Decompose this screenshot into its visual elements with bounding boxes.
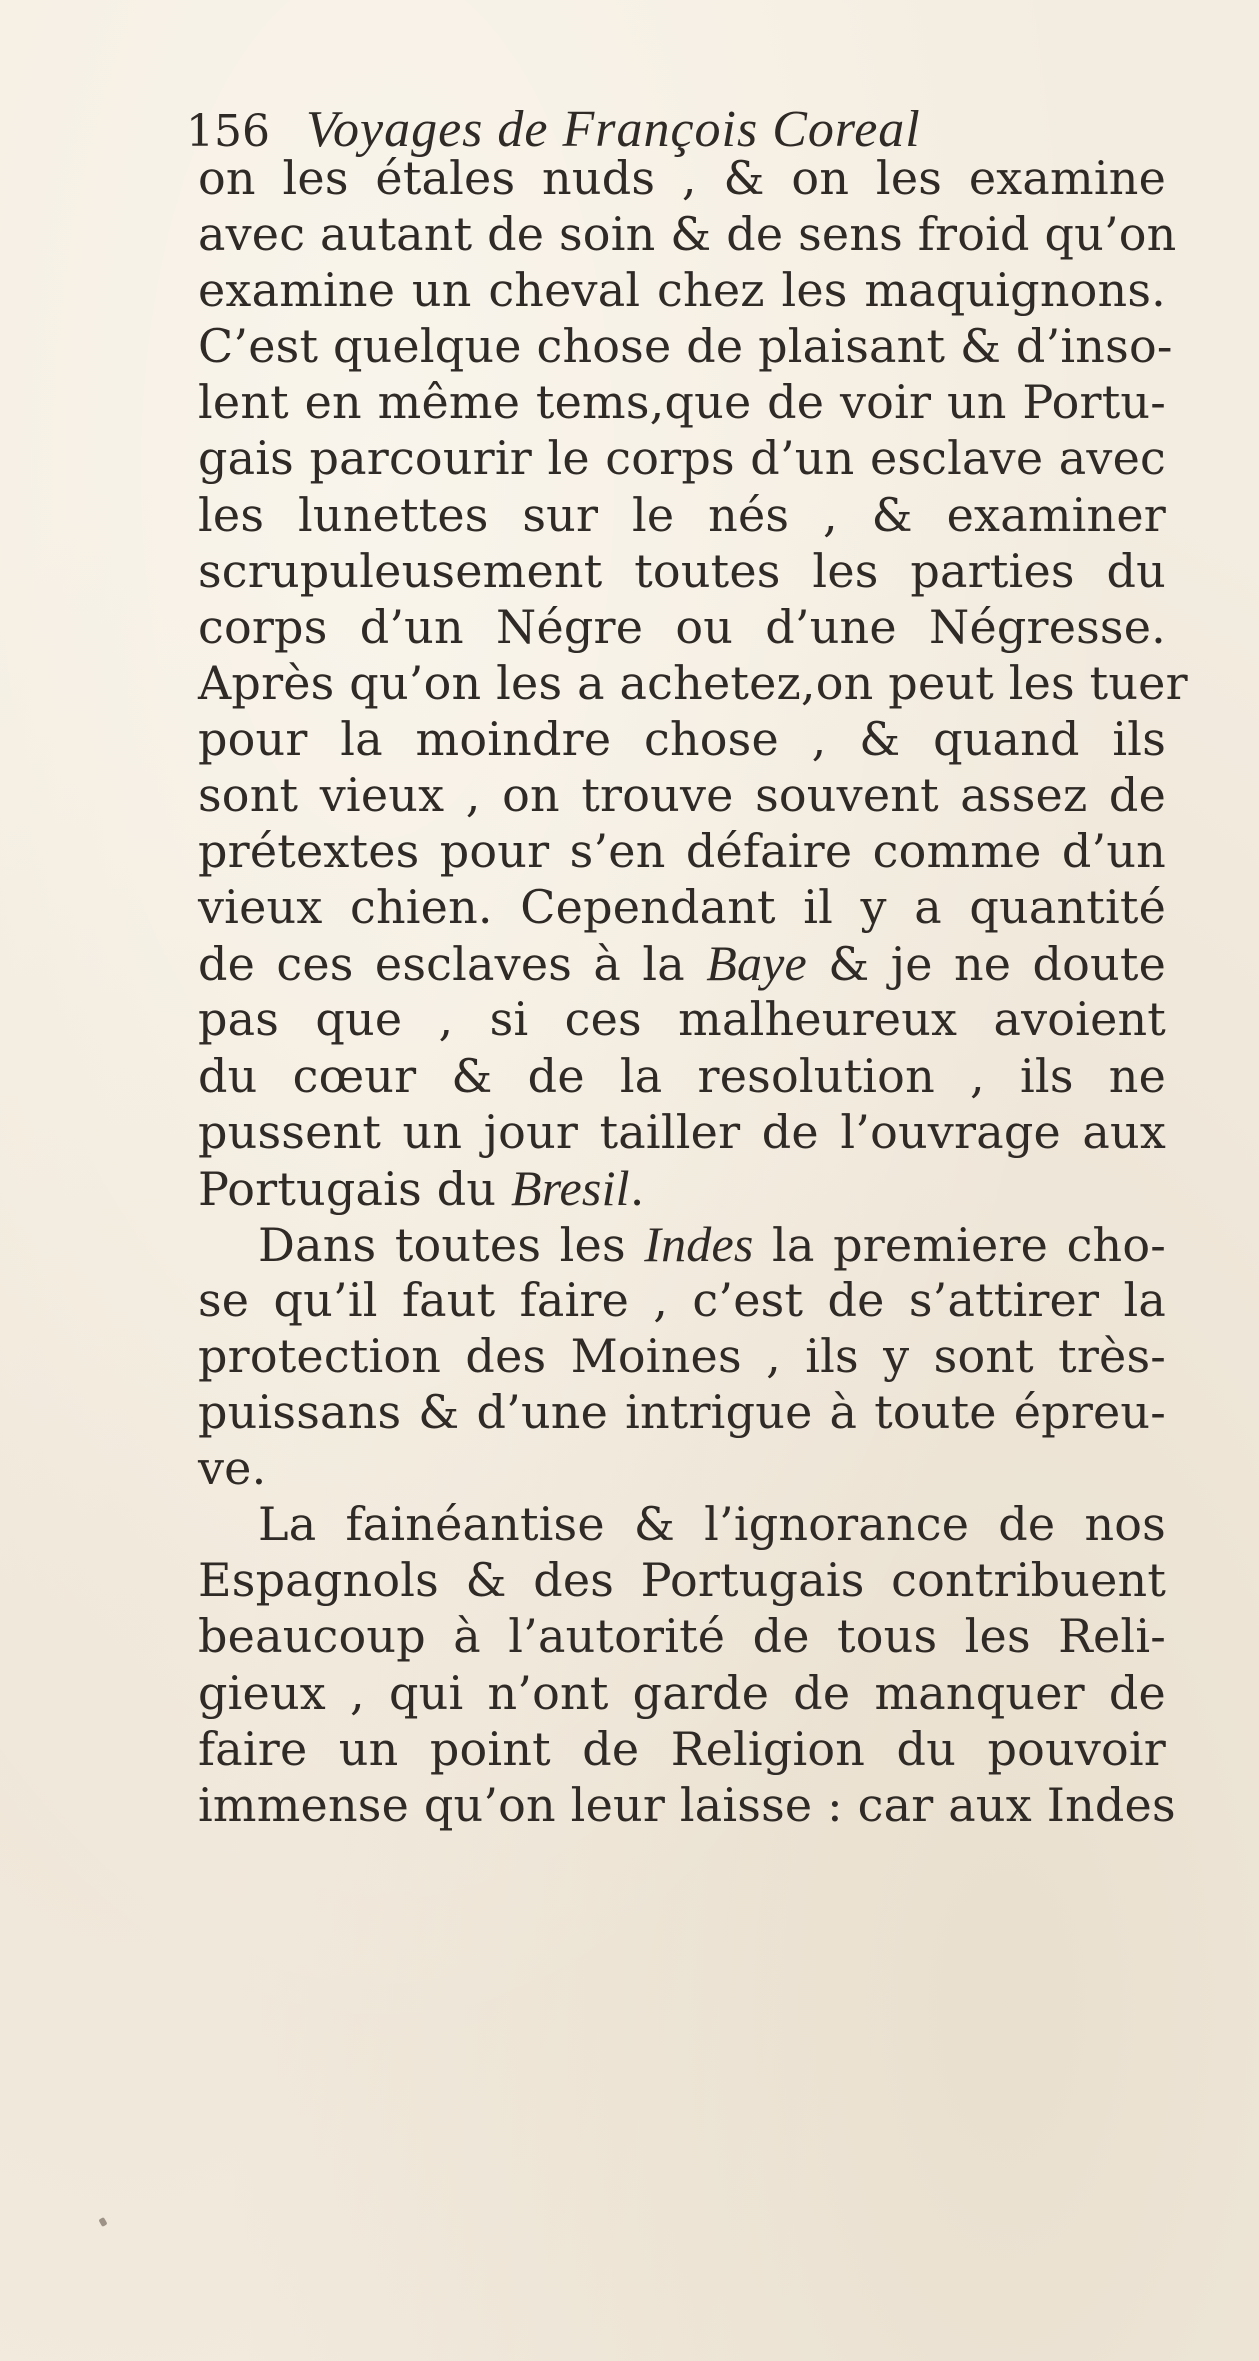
- body-text: [198, 150, 1188, 1833]
- page-number: 156: [186, 106, 270, 157]
- text-line: pussent un jour tailler de l’ouvrage aux: [198, 1104, 1166, 1159]
- text-line: prétextes pour s’en défaire comme d’un: [198, 824, 1166, 879]
- text-line: Portugais du Bresil.: [198, 1159, 645, 1216]
- text-line: avec autant de soin & de sens froid qu’on: [198, 207, 1177, 262]
- text-line: examine un cheval chez les maquignons.: [198, 263, 1166, 318]
- text-line: immense qu’on leur laisse : car aux Indes: [198, 1777, 1176, 1832]
- text-line: scrupuleusement toutes les parties du: [198, 543, 1166, 598]
- text-line: on les étales nuds , & on les examine: [198, 151, 1166, 205]
- text-line: C’est quelque chose de plaisant & d’inso-: [198, 319, 1173, 374]
- text-line: lent en même tems,que de voir un Portu-: [198, 375, 1166, 430]
- running-title: Voyages de François Coreal: [306, 101, 921, 158]
- text-line: Après qu’on les a achetez,on peut les tuer: [198, 655, 1188, 710]
- text-line: pas que , si ces malheureux avoient: [198, 992, 1166, 1047]
- text-line: faire un point de Religion du pouvoir: [198, 1721, 1166, 1776]
- text-line: Dans toutes les Indes la premiere cho-: [258, 1215, 1166, 1272]
- text-line: corps d’un Négre ou d’une Négresse.: [198, 599, 1166, 654]
- text-line: puissans & d’une intrigue à toute épreu-: [198, 1385, 1166, 1440]
- text-line: de ces esclaves à la Baye & je ne doute: [198, 935, 1166, 992]
- text-line: se qu’il faut faire , c’est de s’attirer la: [198, 1272, 1166, 1327]
- text-line: les lunettes sur le nés , & examiner: [198, 487, 1166, 542]
- ink-speck: [98, 2217, 107, 2227]
- text-line: du cœur & de la resolution , ils ne: [198, 1048, 1166, 1103]
- text-line: La fainéantise & l’ignorance de nos: [258, 1497, 1166, 1552]
- text-line: Espagnols & des Portugais contribuent: [198, 1553, 1166, 1608]
- text-line: ve.: [198, 1441, 267, 1496]
- text-line: gais parcourir le corps d’un esclave avec: [198, 431, 1166, 486]
- text-line: sont vieux , on trouve souvent assez de: [198, 768, 1166, 823]
- text-line: gieux , qui n’ont garde de manquer de: [198, 1665, 1166, 1720]
- text-line: pour la moindre chose , & quand ils: [198, 711, 1166, 766]
- text-line: beaucoup à l’autorité de tous les Reli-: [198, 1609, 1166, 1664]
- text-line: vieux chien. Cependant il y a quantité: [198, 880, 1166, 935]
- text-line: protection des Moines , ils y sont très-: [198, 1328, 1166, 1383]
